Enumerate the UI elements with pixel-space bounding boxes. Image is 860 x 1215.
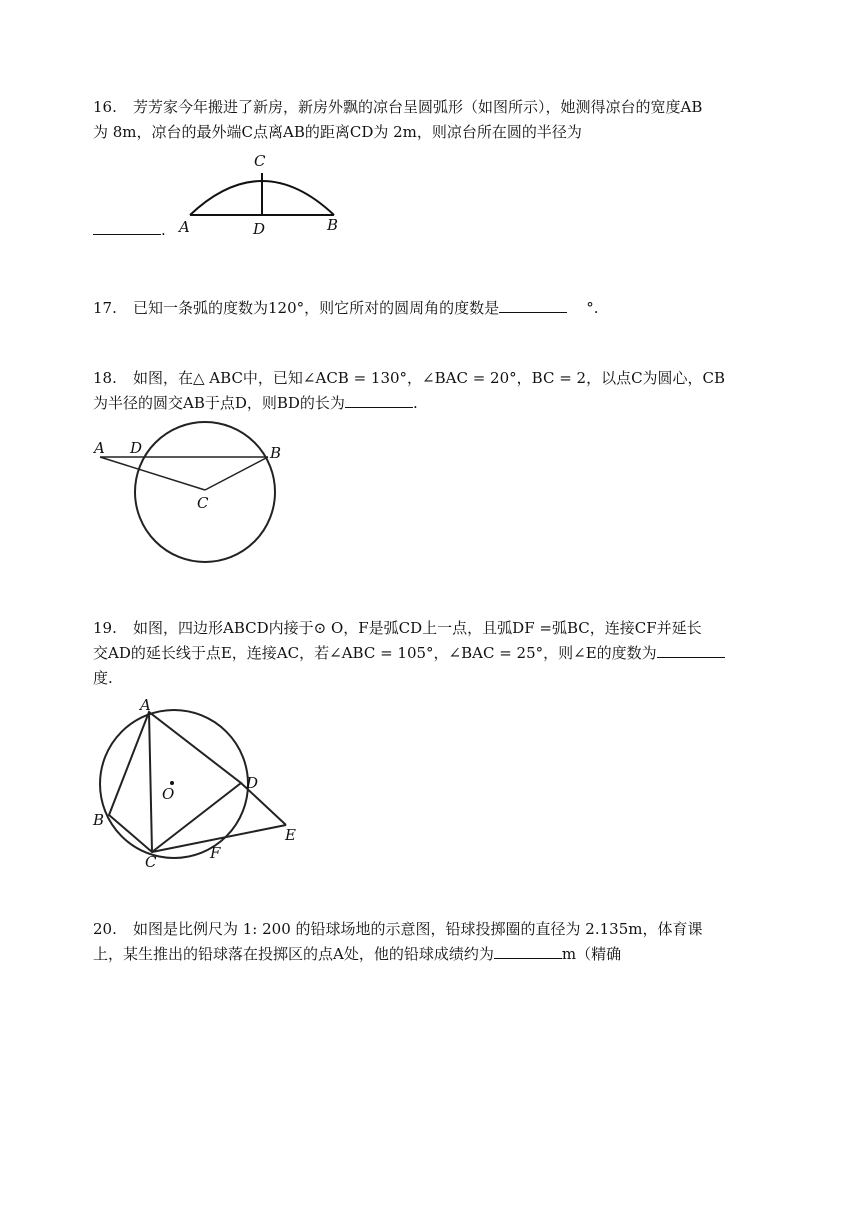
question-number: 20.	[93, 920, 117, 938]
diagonal-AC	[149, 712, 152, 852]
question-number: 19.	[93, 619, 117, 637]
question-19-line1: 19. 如图，四边形ABCD内接于⊙ O，F是弧CD上一点，且弧DF =弧BC，连接CF并延长	[93, 616, 773, 641]
label-A: A	[94, 439, 105, 457]
question-18	[93, 366, 773, 416]
answer-blank[interactable]	[499, 297, 567, 313]
figure-18-circle-triangle	[92, 420, 292, 570]
label-C: C	[197, 494, 209, 512]
label-C: C	[145, 853, 157, 870]
label-A: A	[140, 696, 151, 714]
label-B: B	[270, 444, 282, 462]
question-20-line2: 上，某生推出的铅球落在投掷区的点A处，他的铅球成绩约为 m（精确	[93, 945, 622, 963]
question-number: 18.	[93, 369, 117, 387]
figure-19-inscribed-quadrilateral	[88, 695, 303, 870]
question-16-line1: 16. 芳芳家今年搬进了新房，新房外飘的凉台呈圆弧形（如图所示），她测得凉台的宽度AB	[93, 95, 773, 120]
question-number: 17.	[93, 299, 117, 317]
label-C: C	[254, 152, 266, 170]
label-B: B	[327, 216, 339, 234]
answer-blank[interactable]	[494, 943, 562, 959]
question-16-answer-line: .	[93, 218, 773, 243]
label-A: A	[179, 218, 190, 236]
label-F: F	[210, 844, 221, 862]
question-16-line2: 为 8m，凉台的最外端C点离AB的距离CD为 2m，则凉台所在圆的半径为	[93, 123, 582, 141]
answer-blank[interactable]	[657, 642, 725, 658]
question-16	[93, 95, 773, 145]
answer-blank[interactable]	[93, 219, 161, 235]
question-19-line3: 度.	[93, 669, 113, 687]
question-number: 16.	[93, 98, 117, 116]
question-20-line1: 20. 如图是比例尺为 1: 200 的铅球场地的示意图，铅球投掷圈的直径为 2.135m，体育课	[93, 917, 773, 942]
label-O: O	[162, 785, 175, 803]
question-18-line1: 18. 如图，在△ ABC中，已知∠ACB = 130°，∠BAC = 20°，BC = 2，以点C为圆心，CB	[93, 366, 773, 391]
label-E: E	[285, 826, 296, 844]
question-18-line2: 为半径的圆交AB于点D，则BD的长为 .	[93, 394, 418, 412]
figure-16-arc-balcony	[175, 148, 355, 238]
question-19-line2: 交AD的延长线于点E，连接AC，若∠ABC = 105°，∠BAC = 25°，则∠E的度数为	[93, 641, 773, 666]
quadrilateral-ABCD	[109, 712, 241, 852]
label-B: B	[93, 811, 105, 829]
label-D: D	[246, 774, 259, 792]
question-20	[93, 917, 773, 967]
segment-BC	[205, 457, 268, 490]
segment-AC	[100, 457, 205, 490]
label-D: D	[253, 220, 266, 238]
answer-blank[interactable]	[345, 392, 413, 408]
circle-C	[135, 422, 275, 562]
label-D: D	[130, 439, 143, 457]
question-17: 17. 已知一条弧的度数为120°，则它所对的圆周角的度数是 °.	[93, 296, 773, 321]
question-19	[93, 616, 773, 691]
